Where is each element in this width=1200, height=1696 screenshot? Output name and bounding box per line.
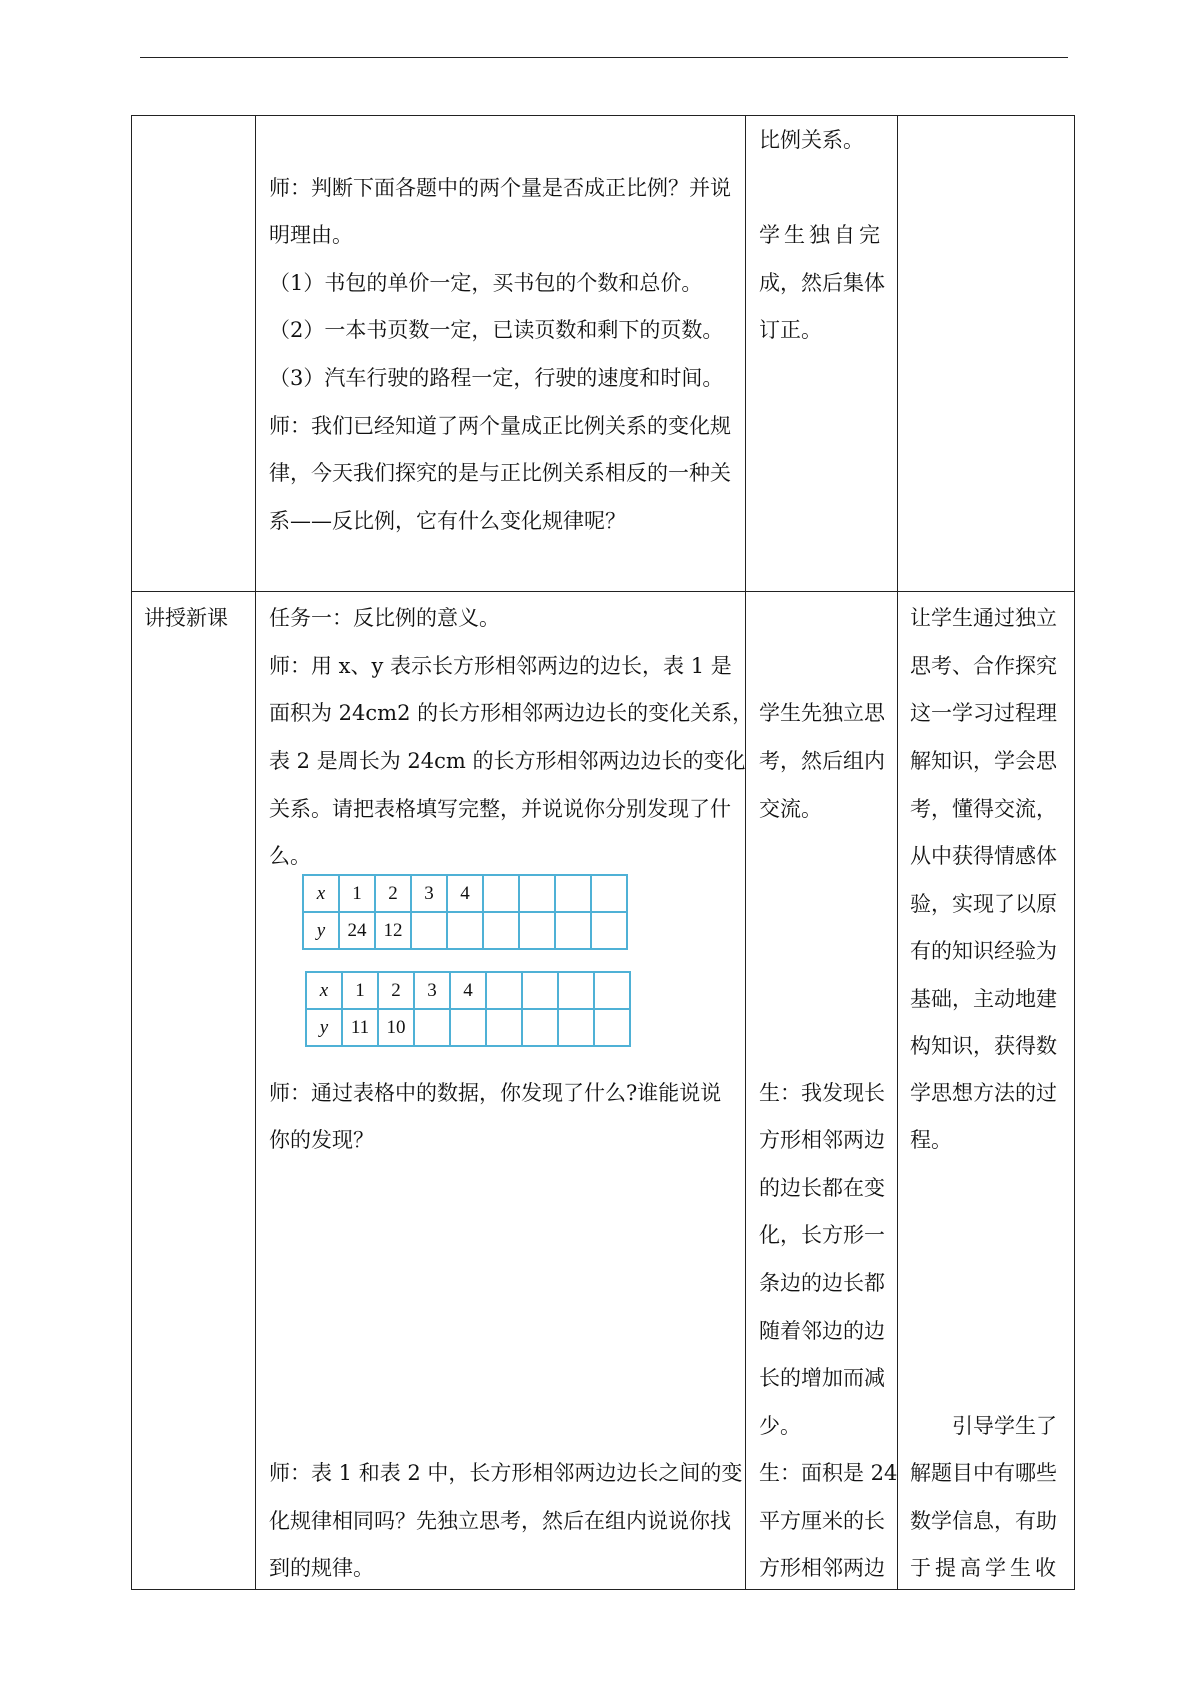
column-divider <box>255 116 256 1589</box>
text-line: 基础，主动地建 <box>910 987 1057 1011</box>
table-cell: 24 <box>339 912 375 949</box>
text-line: 师：表 1 和表 2 中，长方形相邻两边边长之间的变 <box>269 1461 743 1485</box>
text-line: 程。 <box>910 1128 952 1152</box>
text-line: 有的知识经验为 <box>910 939 1057 963</box>
text-line: 验，实现了以原 <box>910 892 1057 916</box>
table-cell <box>519 912 555 949</box>
text-line: 考，懂得交流， <box>910 797 1057 821</box>
text-line: 么。 <box>269 844 311 868</box>
text-line: 生：我发现长 <box>759 1081 885 1105</box>
text-line: （2）一本书页数一定，已读页数和剩下的页数。 <box>269 318 724 342</box>
text-line: 成，然后集体 <box>759 271 885 295</box>
text-line: 学思想方法的过 <box>910 1081 1057 1105</box>
text-line: 明理由。 <box>269 223 353 247</box>
text-line: 律，今天我们探究的是与正比例关系相反的一种关 <box>269 461 731 485</box>
table-cell <box>483 912 519 949</box>
table-cell <box>519 875 555 912</box>
table-cell: 11 <box>342 1009 378 1046</box>
text-line: 构知识，获得数 <box>910 1034 1057 1058</box>
table-1 <box>302 874 628 950</box>
table-cell <box>483 875 519 912</box>
table-2 <box>305 971 631 1047</box>
task-title: 任务一：反比例的意义。 <box>269 606 500 630</box>
table-cell: 2 <box>375 875 411 912</box>
table-cell <box>486 972 522 1009</box>
text-line: 学生独自完 <box>759 223 884 247</box>
table-cell: 4 <box>447 875 483 912</box>
text-line: 的边长都在变 <box>759 1176 885 1200</box>
column-divider <box>897 116 898 1589</box>
lesson-table <box>131 115 1075 1590</box>
text-line: 于提高学生收 <box>910 1556 1060 1580</box>
table-cell: 10 <box>378 1009 414 1046</box>
text-line: 比例关系。 <box>759 128 864 152</box>
stage-label: 讲授新课 <box>144 606 228 630</box>
table-cell: 1 <box>342 972 378 1009</box>
table-cell <box>594 1009 630 1046</box>
text-line: 系——反比例，它有什么变化规律呢？ <box>269 509 626 533</box>
table-cell <box>414 1009 450 1046</box>
text-line: 师：我们已经知道了两个量成正比例关系的变化规 <box>269 414 731 438</box>
text-line: 条边的边长都 <box>759 1271 885 1295</box>
text-line: 考，然后组内 <box>759 749 885 773</box>
text-line: 交流。 <box>759 797 822 821</box>
text-line: 表 2 是周长为 24cm 的长方形相邻两边边长的变化 <box>269 749 746 773</box>
text-line: 长的增加而减 <box>759 1366 885 1390</box>
table-cell: 4 <box>450 972 486 1009</box>
table-cell <box>411 912 447 949</box>
table-cell: 3 <box>411 875 447 912</box>
table-cell: x <box>306 972 342 1009</box>
table-cell <box>555 875 591 912</box>
table-row <box>306 1009 630 1046</box>
table-row <box>303 875 627 912</box>
table-cell: y <box>306 1009 342 1046</box>
text-line: 平方厘米的长 <box>759 1509 885 1533</box>
header-rule <box>140 57 1068 58</box>
text-line: 面积为 24cm2 的长方形相邻两边边长的变化关系， <box>269 701 754 725</box>
text-line: 解知识，学会思 <box>910 749 1057 773</box>
text-line: 解题目中有哪些 <box>910 1461 1057 1485</box>
text-line: 方形相邻两边 <box>759 1128 885 1152</box>
text-line: 生：面积是 24 <box>759 1461 898 1485</box>
text-line: 引导学生了 <box>952 1414 1057 1438</box>
text-line: 师：判断下面各题中的两个量是否成正比例？并说 <box>269 176 731 200</box>
table-cell <box>558 972 594 1009</box>
text-line: 少。 <box>759 1414 801 1438</box>
table-cell <box>450 1009 486 1046</box>
table-cell <box>447 912 483 949</box>
table-cell <box>522 972 558 1009</box>
table-cell: 12 <box>375 912 411 949</box>
table-cell <box>486 1009 522 1046</box>
table-cell: 1 <box>339 875 375 912</box>
text-line: （1）书包的单价一定，买书包的个数和总价。 <box>269 271 703 295</box>
table-cell <box>594 972 630 1009</box>
table-cell: x <box>303 875 339 912</box>
text-line: 师：用 x、y 表示长方形相邻两边的边长，表 1 是 <box>269 654 732 678</box>
table-row <box>306 972 630 1009</box>
text-line: 从中获得情感体 <box>910 844 1057 868</box>
table-cell <box>591 875 627 912</box>
text-line: 你的发现？ <box>269 1128 374 1152</box>
text-line: 这一学习过程理 <box>910 701 1057 725</box>
table-cell <box>522 1009 558 1046</box>
text-line: 订正。 <box>759 318 822 342</box>
table-cell <box>555 912 591 949</box>
text-line: 学生先独立思 <box>759 701 885 725</box>
table-cell <box>591 912 627 949</box>
text-line: 数学信息，有助 <box>910 1509 1057 1533</box>
text-line: 让学生通过独立 <box>910 606 1057 630</box>
table-cell: y <box>303 912 339 949</box>
text-line: 化规律相同吗？先独立思考，然后在组内说说你找 <box>269 1509 731 1533</box>
table-cell: 3 <box>414 972 450 1009</box>
row-divider <box>132 591 1074 592</box>
text-line: 随着邻边的边 <box>759 1319 885 1343</box>
text-line: 到的规律。 <box>269 1556 374 1580</box>
text-line: 化，长方形一 <box>759 1223 885 1247</box>
table-row <box>303 912 627 949</box>
text-line: 师：通过表格中的数据，你发现了什么?谁能说说 <box>269 1081 722 1105</box>
text-line: 思考、合作探究 <box>910 654 1057 678</box>
text-line: 方形相邻两边 <box>759 1556 885 1580</box>
column-divider <box>745 116 746 1589</box>
text-line: （3）汽车行驶的路程一定，行驶的速度和时间。 <box>269 366 724 390</box>
table-cell <box>558 1009 594 1046</box>
table-cell: 2 <box>378 972 414 1009</box>
text-line: 关系。请把表格填写完整，并说说你分别发现了什 <box>269 797 731 821</box>
